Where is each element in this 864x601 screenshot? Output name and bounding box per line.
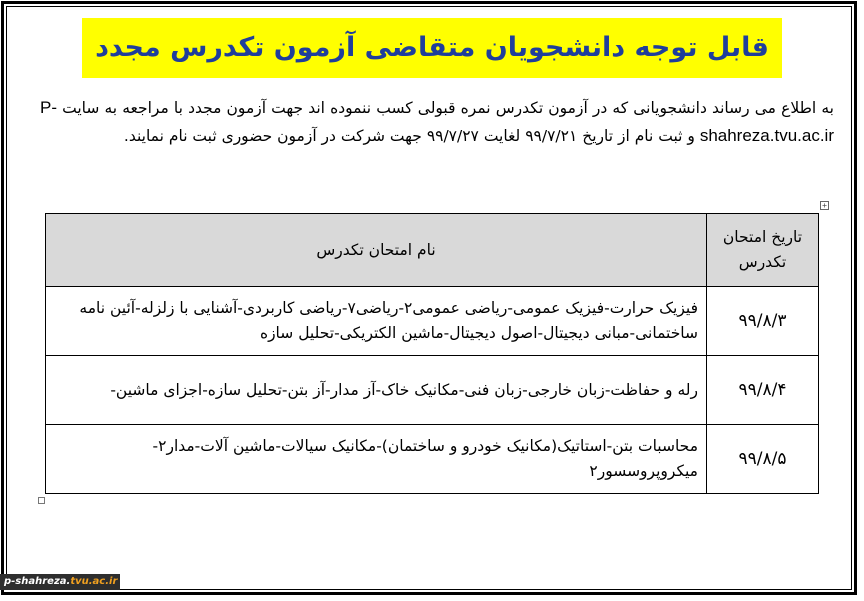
- move-handle-icon[interactable]: +: [820, 201, 829, 210]
- intro-text-part1: به اطلاع می رساند دانشجویانی که در آزمون تکدرس نمره قبولی کسب ننموده اند جهت آزمون مجدد با مراجعه به سایت: [57, 99, 834, 117]
- site-address: P-shahreza.tvu.ac.ir: [40, 98, 834, 145]
- resize-handle-icon[interactable]: [38, 497, 45, 504]
- watermark-domain: tvu.ac.ir: [70, 576, 118, 587]
- table-row: [46, 425, 819, 494]
- header-date: تاریخ امتحان تکدرس: [707, 214, 819, 287]
- row-date: ۹۹/۸/۵: [707, 425, 819, 494]
- watermark-prefix: p-shahreza.: [4, 576, 71, 587]
- row-courses: محاسبات بتن-استاتیک(مکانیک خودرو و ساختمان)-مکانیک سیالات-ماشین آلات-مدار۲-میکروپروسسور۲: [46, 425, 707, 494]
- site-watermark: [0, 574, 120, 590]
- table-row: [46, 287, 819, 356]
- table-header-row: [46, 214, 819, 287]
- page-title: قابل توجه دانشجویان متقاضی آزمون تکدرس مجدد: [82, 18, 782, 78]
- row-date: ۹۹/۸/۴: [707, 356, 819, 425]
- row-courses: فیزیک حرارت-فیزیک عمومی-ریاضی عمومی۲-ریاضی۷-ریاضی کاربردی-آشنایی با زلزله-آئین نامه ساختمانی-مبانی دیجیتال-اصول دیجیتال-ماشین الکتریکی-تحلیل سازه: [46, 287, 707, 356]
- row-date: ۹۹/۸/۳: [707, 287, 819, 356]
- intro-text-part2: و ثبت نام از تاریخ ۹۹/۷/۲۱ لغایت ۹۹/۷/۲۷ جهت شرکت در آزمون حضوری ثبت نام نمایند.: [123, 127, 700, 145]
- title-container: [0, 18, 864, 78]
- header-name: نام امتحان تکدرس: [46, 214, 707, 287]
- intro-paragraph: [40, 94, 834, 150]
- row-courses: رله و حفاظت-زبان خارجی-زبان فنی-مکانیک خاک-آز مدار-آز بتن-تحلیل سازه-اجزای ماشین-: [46, 356, 707, 425]
- exam-table: [45, 213, 819, 494]
- table-row: [46, 356, 819, 425]
